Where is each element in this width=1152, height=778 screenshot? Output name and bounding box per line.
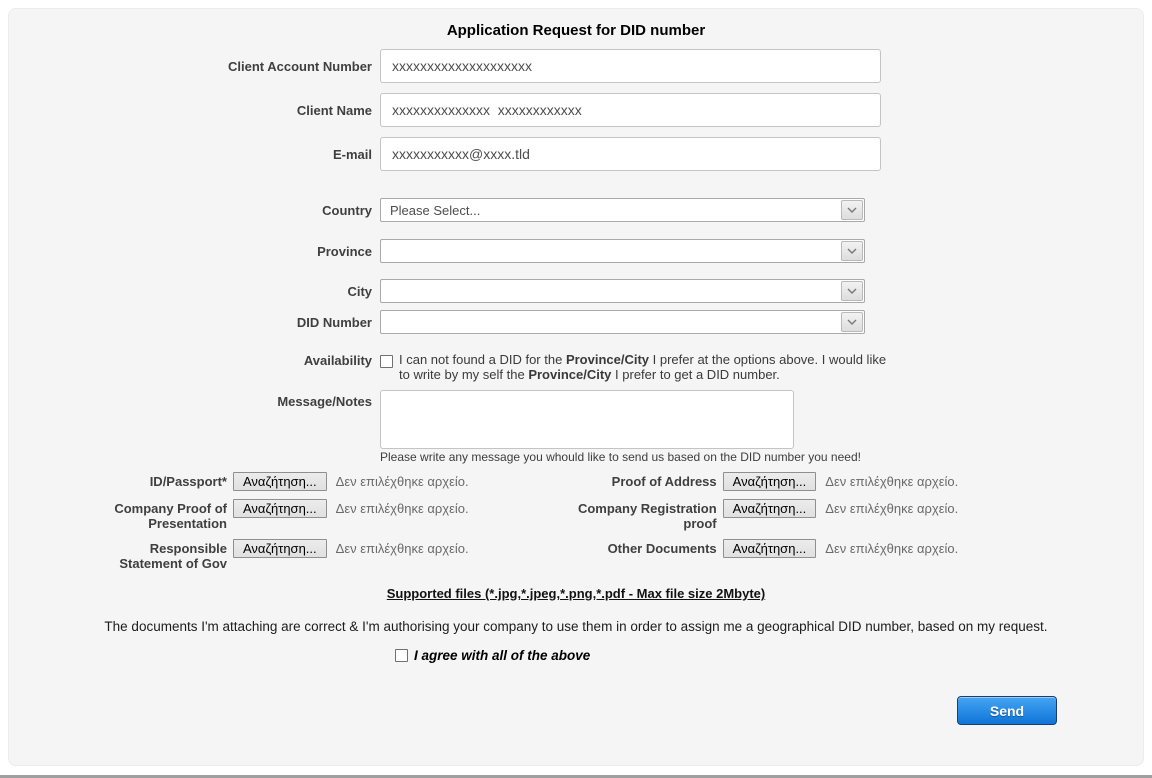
upload-section	[101, 472, 1143, 579]
chevron-down-icon[interactable]	[841, 312, 863, 332]
responsible-statement-no-file-text: Δεν επιλέχθηκε αρχείο.	[335, 541, 469, 556]
did-number-label: DID Number	[296, 314, 372, 330]
city-select[interactable]	[380, 279, 865, 303]
did-number-row	[9, 310, 1143, 334]
upload-row-proof-of-address	[576, 472, 959, 491]
chevron-down-icon[interactable]	[841, 200, 863, 220]
company-registration-no-file-text: Δεν επιλέχθηκε αρχείο.	[825, 501, 959, 516]
id-passport-label: ID/Passport*	[149, 474, 227, 489]
message-hint: Please write any message you whould like to send us based on the DID number you need!	[380, 450, 861, 464]
country-label: Country	[322, 202, 372, 218]
email-row	[9, 137, 1143, 171]
upload-row-other-documents	[576, 539, 959, 558]
client-name-row	[9, 93, 1143, 127]
chevron-down-icon[interactable]	[841, 241, 863, 261]
other-documents-browse-button[interactable]: Αναζήτηση...	[723, 539, 817, 558]
responsible-statement-label: Responsible Statement of Gov	[119, 541, 227, 571]
client-name-input[interactable]	[380, 93, 881, 127]
client-account-number-row	[9, 49, 1143, 83]
email-input[interactable]	[380, 137, 881, 171]
send-button[interactable]: Send	[957, 696, 1057, 725]
message-hint-row	[9, 450, 1143, 464]
upload-column-right	[576, 472, 959, 579]
email-label: E-mail	[332, 146, 372, 162]
upload-row-company-registration	[576, 499, 959, 531]
upload-row-responsible-statement	[101, 539, 469, 571]
message-row	[9, 390, 1143, 449]
client-account-number-label: Client Account Number	[228, 58, 372, 74]
upload-column-left	[101, 472, 469, 579]
province-select[interactable]	[380, 239, 865, 263]
did-number-select[interactable]	[380, 310, 865, 334]
proof-of-address-label: Proof of Address	[611, 474, 717, 489]
upload-row-company-proof	[101, 499, 469, 531]
client-name-label: Client Name	[296, 102, 372, 118]
company-registration-browse-button[interactable]: Αναζήτηση...	[723, 499, 817, 518]
chevron-down-icon[interactable]	[841, 281, 863, 301]
message-textarea[interactable]	[380, 390, 794, 449]
proof-of-address-no-file-text: Δεν επιλέχθηκε αρχείο.	[825, 474, 959, 489]
company-proof-no-file-text: Δεν επιλέχθηκε αρχείο.	[335, 501, 469, 516]
documents-statement: The documents I'm attaching are correct & I'm authorising your company to use them in order to assign me a geographical DID number, based on my request.	[104, 619, 1048, 634]
agree-row	[395, 648, 1143, 663]
city-label: City	[347, 283, 372, 299]
supported-files-note: Supported files (*.jpg,*.jpeg,*.png,*.pdf - Max file size 2Mbyte)	[386, 586, 766, 601]
country-row	[9, 198, 1143, 222]
send-row	[9, 696, 1143, 725]
country-select[interactable]	[380, 198, 865, 222]
other-documents-no-file-text: Δεν επιλέχθηκε αρχείο.	[825, 541, 959, 556]
responsible-statement-browse-button[interactable]: Αναζήτηση...	[233, 539, 327, 558]
company-proof-browse-button[interactable]: Αναζήτηση...	[233, 499, 327, 518]
client-account-number-input[interactable]	[380, 49, 881, 83]
availability-label: Availability	[303, 353, 372, 368]
proof-of-address-browse-button[interactable]: Αναζήτηση...	[723, 472, 817, 491]
agree-label: I agree with all of the above	[414, 648, 591, 663]
city-row	[9, 279, 1143, 303]
country-select-value: Please Select...	[390, 202, 481, 218]
availability-text: I can not found a DID for the Province/City I prefer at the options above. I would like to write by my self the Province/City I prefer to get a DID number.	[399, 352, 887, 382]
availability-row	[9, 353, 1143, 382]
agree-checkbox[interactable]	[395, 649, 408, 662]
province-row	[9, 239, 1143, 263]
id-passport-no-file-text: Δεν επιλέχθηκε αρχείο.	[335, 474, 469, 489]
province-label: Province	[317, 243, 372, 259]
form-panel	[8, 8, 1144, 766]
page-title: Application Request for DID number	[446, 22, 706, 39]
company-registration-label: Company Registration proof	[577, 501, 717, 531]
message-label: Message/Notes	[277, 394, 372, 409]
id-passport-browse-button[interactable]: Αναζήτηση...	[233, 472, 327, 491]
upload-row-id-passport	[101, 472, 469, 491]
availability-checkbox[interactable]	[380, 355, 393, 368]
company-proof-label: Company Proof of Presentation	[114, 501, 227, 531]
other-documents-label: Other Documents	[607, 541, 717, 556]
